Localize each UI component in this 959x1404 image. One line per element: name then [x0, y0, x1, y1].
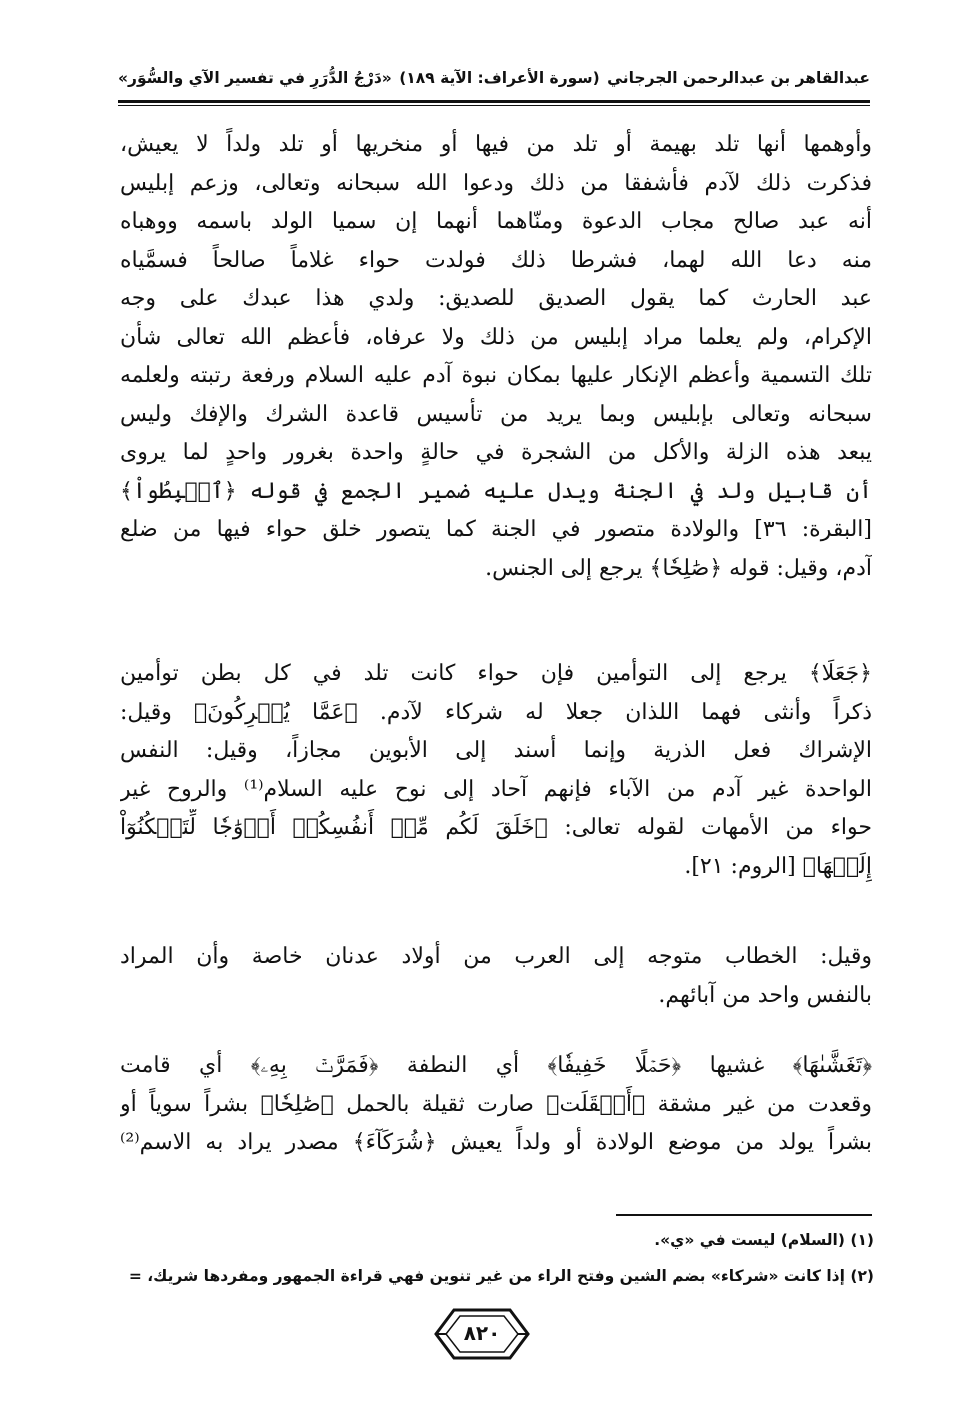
- running-header: [118, 60, 870, 96]
- text-line: وقيل: الخطاب متوجه إلى العرب من أولاد عدنان خاصة وأن المراد: [120, 944, 872, 969]
- text-line: الواحدة غير آدم من الآباء فإنهم آحاد إلى نوح عليه السلام⁽¹⁾ والروح غير: [120, 776, 872, 802]
- text-line: آدم، وقيل: قوله ﴿صَٰلِحٗا﴾ يرجع إلى الجنس.: [485, 555, 872, 581]
- text-line: [البقرة: ٣٦] والولادة متصور في الجنة كما يتصور خلق حواء فيها من ضلع: [120, 517, 872, 542]
- paragraph-3: [120, 938, 872, 1015]
- text-line: عبد الحارث كما يقول الصديق للصديق: ولدي هذا عبدك على وجه: [120, 286, 872, 311]
- paragraph-1: [120, 126, 872, 588]
- footnote-2: (٢) إذا كانت «شركاء» بضم الشين وفتح الراء من غير تنوين فهي قراءة الجمهور ومفردها شريك، =: [128, 1267, 874, 1285]
- text-line: بشراً يولد من موضع الولادة أو ولداً يعيش ﴿شُرَكَآءَ﴾ مصدر يراد به الاسم⁽²⁾: [120, 1130, 872, 1155]
- footnotes: [112, 1222, 874, 1294]
- page-number: ٨٢٠: [463, 1321, 501, 1345]
- text-line: سبحانه وتعالى بإبليس وبما يريد من تأسيس قاعدة الشرك والإفك وليس: [120, 401, 872, 427]
- text-line: يبعد هذه الزلة والأكل من الشجرة في حالةٍ واحدة بغرور واحدٍ لما يروى: [120, 440, 872, 465]
- text-line: إِلَيۡهَا﴾ [الروم: ٢١].: [684, 853, 872, 879]
- text-line: الإكرام، ولم يعلما مراد إبليس من ذلك ولا عرفاه، فأعظم الله تعالى شأن: [120, 324, 872, 350]
- text-line: الإشراك فعل الذرية وإنما أسند إلى الأبوين مجازاً، وقيل: النفس: [120, 738, 872, 763]
- paragraph-4: [120, 1047, 872, 1163]
- header-author: عبدالقاهر بن عبدالرحمن الجرجاني: [607, 69, 870, 87]
- text-line: منه دعا الله لهما، فشرطا ذلك فولدت حواء غلاماً صالحاً فسمَّياه: [120, 247, 872, 273]
- text-line: بالنفس واحد من آبائهم.: [658, 982, 872, 1008]
- text-line: أنه عبد صالح مجاب الدعوة ومنّاهما أنهما إن سميا الولد باسمه ووهباه: [120, 209, 872, 234]
- footnote-separator: [616, 1214, 872, 1216]
- text-line: ذكراً وأنثى فهما اللذان جعلا له شركاء لآدم. ﴿عَمَّا يُشۡرِكُونَ﴾ وقيل:: [120, 699, 872, 725]
- text-line: أن قابيل ولد في الجنة ويدل عليه ضمير الجمع في قوله ﴿ٱهۡبِطُواْ﴾: [120, 478, 872, 504]
- paragraph-2: [120, 655, 872, 886]
- text-line: ﴿تَغَشَّىٰهَا﴾ غشيها ﴿حَمۡلًا خَفِيفٗا﴾ أي النطفة ﴿فَمَرَّتۡ بِهِۦ﴾ أي قامت: [120, 1053, 872, 1078]
- header-surah-reference: (سورة الأعراف: الآية ١٨٩): [399, 69, 600, 87]
- header-rule: [118, 100, 870, 103]
- text-line: تلك التسمية وأعظم الإنكار عليها بمكان نبوة آدم عليه السلام ورفعة رتبته ولعلمه: [120, 363, 872, 388]
- text-line: وقعدت من غير مشقة ﴿أَثۡقَلَت﴾ صارت ثقيلة بالحمل ﴿صَٰلِحٗا﴾ بشراً سوياً أو: [120, 1091, 872, 1117]
- text-line: وأوهمها أنها تلد بهيمة أو تلد من فيها أو منخريها أو تلد ولداً لا يعيش،: [120, 132, 872, 157]
- text-line: ﴿جَعَلَا﴾ يرجع إلى التوأمين فإن حواء كانت تلد في كل بطن توأمين: [120, 661, 872, 686]
- text-line: حواء من الأمهات لقوله تعالى: ﴿خَلَقَ لَكُم مِّنۡ أَنفُسِكُمۡ أَزۡوَٰجٗا لِّتَسۡكُنُوٓاْ: [120, 815, 872, 840]
- footnote-1: (١) (السلام) ليست في «ي».: [654, 1231, 874, 1249]
- header-rule-thin: [118, 105, 870, 106]
- text-line: فذكرت ذلك لآدم فأشفقا من ذلك ودعوا الله سبحانه وتعالى، وزعم إبليس: [120, 170, 872, 196]
- header-book-title: «دَرْجُ الدُّرَرِ في تفسير الآي والسُّوَر»: [118, 69, 392, 87]
